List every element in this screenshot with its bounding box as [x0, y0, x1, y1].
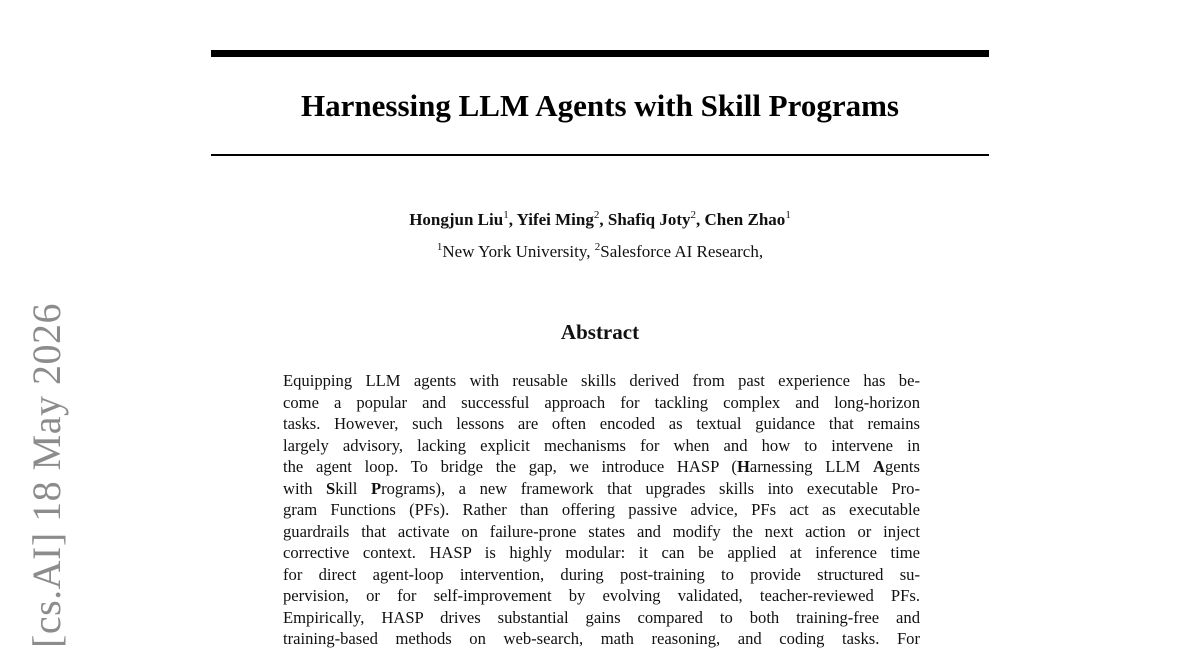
abstract-line: come a popular and successful approach for tackling complex and long-horizon — [283, 392, 920, 412]
acronym-letter: P — [370, 478, 382, 498]
abstract-line: for direct agent-loop intervention, during post-training to provide structured su- — [283, 564, 920, 584]
author-list — [211, 208, 989, 232]
acronym-letter: H — [736, 457, 750, 476]
author-name: Yifei Ming — [516, 210, 594, 229]
author-affiliation-mark: 1 — [503, 209, 509, 221]
abstract-line: tasks. However, such lessons are often encoded as textual guidance that remains — [283, 414, 920, 433]
abstract-text: rograms), a new framework that upgrades skills into executable Pro- — [381, 478, 920, 498]
affiliation-name: New York University, — [442, 242, 595, 261]
abstract-heading: Abstract — [560, 320, 640, 344]
abstract-text: gents — [884, 457, 920, 476]
affiliation-mark: 2 — [594, 241, 601, 253]
abstract-text: arnessing LLM — [749, 457, 873, 476]
title-top-rule — [211, 50, 989, 57]
abstract-line: training-based methods on web-search, math reasoning, and coding tasks. For — [283, 629, 920, 648]
author-separator: , — [696, 210, 705, 229]
paper-title: Harnessing LLM Agents with Skill Programs — [301, 88, 899, 123]
affiliation-list — [211, 240, 989, 264]
abstract-text: with — [283, 478, 327, 498]
author-affiliation-mark: 2 — [593, 209, 600, 221]
title-bottom-rule — [211, 154, 989, 156]
author-name: Chen Zhao — [704, 210, 786, 229]
abstract-line: gram Functions (PFs). Rather than offering passive advice, PFs act as executable — [283, 500, 920, 519]
author-affiliation-mark: 2 — [690, 209, 697, 221]
acronym-letter: A — [872, 457, 885, 476]
abstract-line: Empirically, HASP drives substantial gains compared to both training-free and — [283, 607, 920, 627]
abstract-line: guardrails that activate on failure-prone states and modify the next action or inject — [283, 521, 920, 541]
author-name: Shafiq Joty — [607, 210, 691, 229]
author-separator: , — [599, 210, 608, 229]
author-name: Hongjun Liu — [409, 210, 504, 229]
abstract-line-acronym — [283, 456, 920, 478]
affiliation-name: Salesforce AI Research, — [600, 242, 764, 261]
abstract-line: pervision, or for self-improvement by evolving validated, teacher-reviewed PFs. — [283, 586, 920, 605]
affiliation-mark: 1 — [436, 241, 443, 253]
author-affiliation-mark: 1 — [785, 209, 791, 221]
acronym-letter: S — [326, 478, 336, 498]
abstract-line: largely advisory, lacking explicit mechanisms for when and how to intervene in — [283, 435, 920, 455]
abstract-body — [283, 370, 920, 650]
arxiv-identifier-stamp: [cs.AI] 18 May 2026 — [24, 303, 69, 648]
abstract-line: corrective context. HASP is highly modular: it can be applied at inference time — [283, 543, 920, 562]
abstract-line-acronym — [283, 478, 920, 500]
abstract-text: kill — [335, 478, 371, 498]
abstract-line: Equipping LLM agents with reusable skills derived from past experience has be- — [283, 371, 920, 390]
author-separator: , — [508, 210, 517, 229]
abstract-text: the agent loop. To bridge the gap, we introduce HASP ( — [283, 457, 737, 476]
